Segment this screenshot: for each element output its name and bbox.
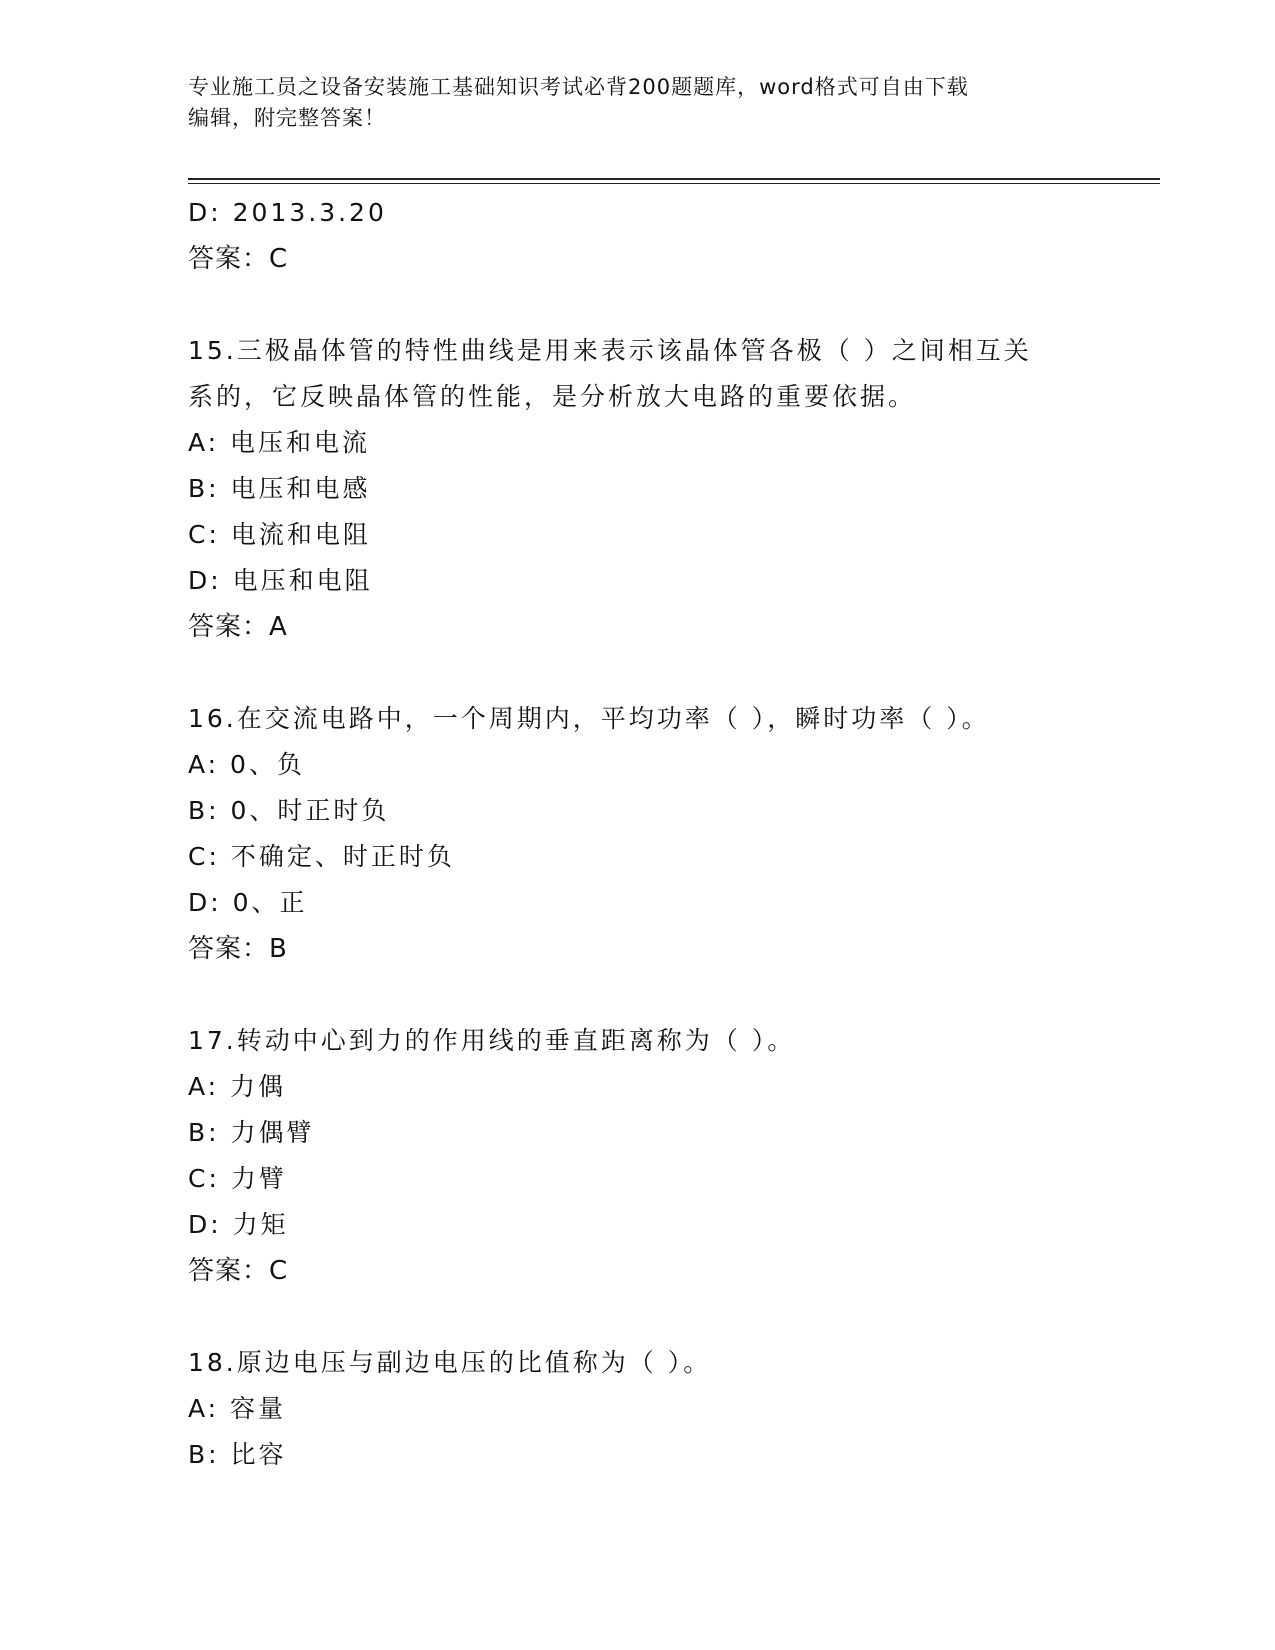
option-c: C: 不确定、时正时负 xyxy=(188,842,455,871)
question-text-line1: 18.原边电压与副边电压的比值称为（ ）。 xyxy=(188,1348,712,1377)
option-d: D: 力矩 xyxy=(188,1210,289,1239)
answer-line: 答案：B xyxy=(188,934,288,964)
answer-line: 答案：A xyxy=(188,612,288,642)
spacer xyxy=(188,650,1088,696)
question-16 xyxy=(188,696,1088,972)
spacer xyxy=(188,1294,1088,1340)
question-15 xyxy=(188,328,1088,650)
question-18 xyxy=(188,1340,1088,1478)
option-b: B: 0、时正时负 xyxy=(188,796,390,825)
option-d: D: 0、正 xyxy=(188,888,308,917)
question-text-line1: 15.三极晶体管的特性曲线是用来表示该晶体管各极（ ）之间相互关 xyxy=(188,336,1032,365)
header-title-line1: 专业施工员之设备安装施工基础知识考试必背200题题库，word格式可自由下载 xyxy=(188,75,969,99)
question-14 xyxy=(188,190,1088,282)
option-a: A: 电压和电流 xyxy=(188,428,371,457)
option-c: C: 力臂 xyxy=(188,1164,287,1193)
question-text-line1: 17.转动中心到力的作用线的垂直距离称为（ ）。 xyxy=(188,1026,796,1055)
option-d: D: 2013.3.20 xyxy=(188,198,387,227)
option-b: B: 电压和电感 xyxy=(188,474,371,503)
option-b: B: 力偶臂 xyxy=(188,1118,315,1147)
option-d: D: 电压和电阻 xyxy=(188,566,373,595)
spacer xyxy=(188,972,1088,1018)
question-text-line2: 系的，它反映晶体管的性能，是分析放大电路的重要依据。 xyxy=(188,382,917,411)
header-divider-thin xyxy=(188,183,1160,184)
option-c: C: 电流和电阻 xyxy=(188,520,371,549)
question-17 xyxy=(188,1018,1088,1294)
header-title-line2: 编辑，附完整答案！ xyxy=(188,106,386,130)
question-text-line1: 16.在交流电路中，一个周期内，平均功率（ ），瞬时功率（ ）。 xyxy=(188,704,990,733)
option-a: A: 0、负 xyxy=(188,750,305,779)
header-divider-thick xyxy=(188,178,1160,180)
answer-line: 答案：C xyxy=(188,244,289,274)
option-a: A: 力偶 xyxy=(188,1072,287,1101)
option-b: B: 比容 xyxy=(188,1440,287,1469)
question-list xyxy=(188,190,1088,1478)
option-a: A: 容量 xyxy=(188,1394,287,1423)
spacer xyxy=(188,282,1088,328)
answer-line: 答案：C xyxy=(188,1256,289,1286)
page-header xyxy=(188,72,1068,134)
